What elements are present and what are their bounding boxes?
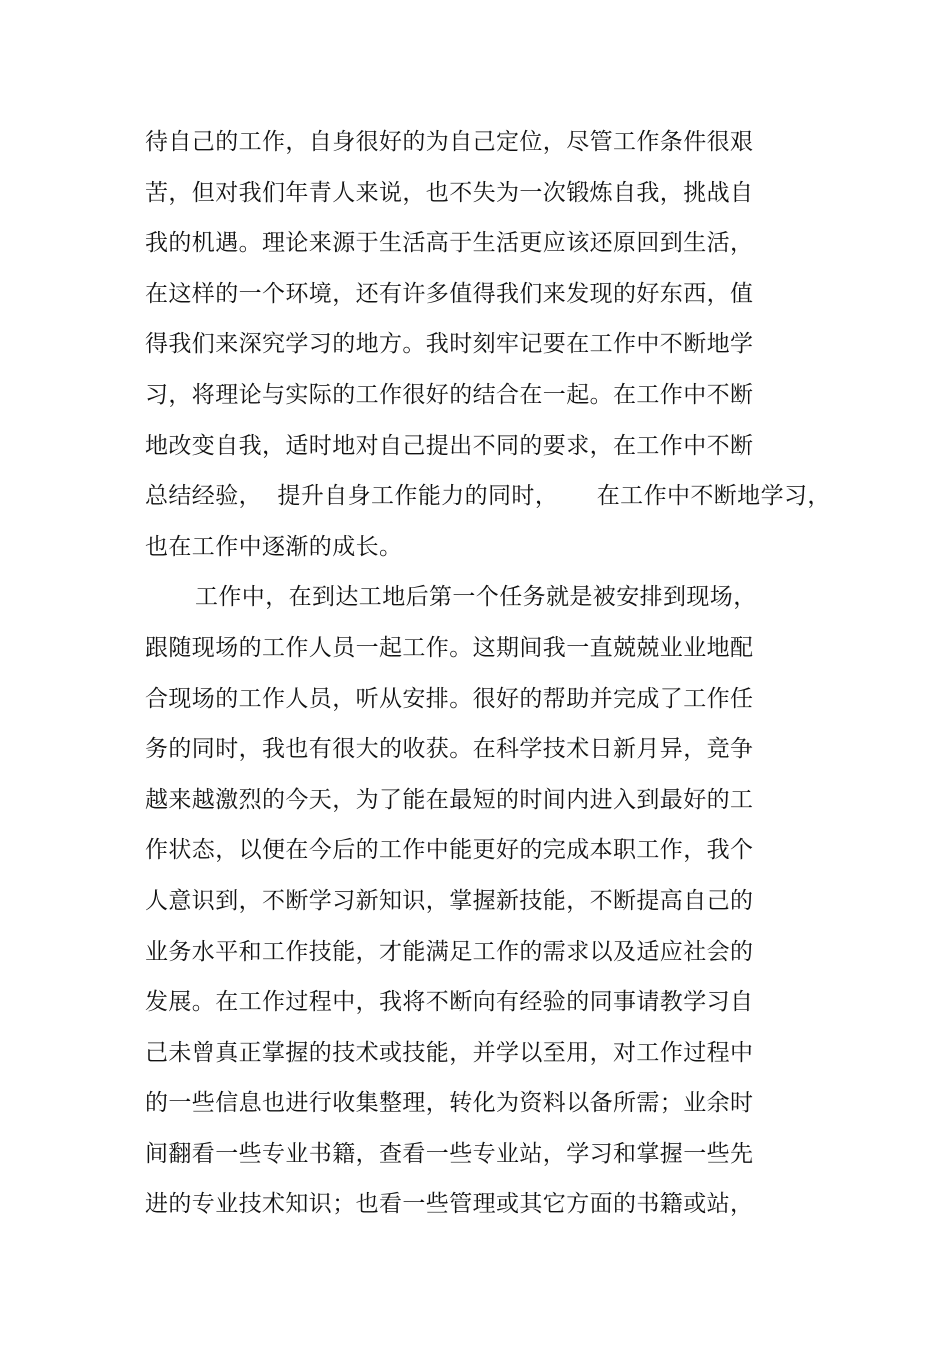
document-body: [145, 117, 831, 1230]
paragraph-2: [145, 572, 805, 1230]
text-line: 间翻看一些专业书籍，查看一些专业站，学习和掌握一些先: [145, 1140, 754, 1167]
text-line: 业务水平和工作技能，才能满足工作的需求以及适应社会的: [145, 938, 754, 965]
text-line: 的一些信息也进行收集整理，转化为资料以备所需；业余时: [145, 1090, 754, 1117]
text-line: 进的专业技术知识；也看一些管理或其它方面的书籍或站，: [145, 1191, 754, 1218]
text-line: 作状态，以便在今后的工作中能更好的完成本职工作，我个: [145, 837, 754, 864]
text-line: 总结经验， 提升自身工作能力的同时， 在工作中不断地学习，: [145, 483, 831, 510]
text-line: 务的同时，我也有很大的收获。在科学技术日新月异，竞争: [145, 736, 754, 763]
text-line-indented: 工作中，在到达工地后第一个任务就是被安排到现场，: [195, 584, 757, 611]
text-line: 得我们来深究学习的地方。我时刻牢记要在工作中不断地学: [145, 331, 754, 358]
text-line: 也在工作中逐渐的成长。: [145, 533, 403, 560]
text-line: 苦，但对我们年青人来说，也不失为一次锻炼自我，挑战自: [145, 179, 754, 206]
text-line: 跟随现场的工作人员一起工作。这期间我一直兢兢业业地配: [145, 634, 754, 661]
text-line: 越来越激烈的今天，为了能在最短的时间内进入到最好的工: [145, 786, 754, 813]
text-line: 习，将理论与实际的工作很好的结合在一起。在工作中不断: [145, 381, 754, 408]
text-line: 合现场的工作人员，听从安排。很好的帮助并完成了工作任: [145, 685, 754, 712]
text-line: 在这样的一个环境，还有许多值得我们来发现的好东西，值: [145, 280, 754, 307]
text-line: 我的机遇。理论来源于生活高于生活更应该还原回到生活，: [145, 230, 754, 257]
text-line: 发展。在工作过程中，我将不断向有经验的同事请教学习自: [145, 989, 754, 1016]
text-line: 地改变自我，适时地对自己提出不同的要求，在工作中不断: [145, 432, 754, 459]
text-line: 待自己的工作，自身很好的为自己定位，尽管工作条件很艰: [145, 129, 754, 155]
text-line: 人意识到，不断学习新知识，掌握新技能，不断提高自己的: [145, 887, 754, 914]
text-line: 己未曾真正掌握的技术或技能，并学以至用，对工作过程中: [145, 1039, 754, 1066]
paragraph-1: [145, 117, 831, 572]
